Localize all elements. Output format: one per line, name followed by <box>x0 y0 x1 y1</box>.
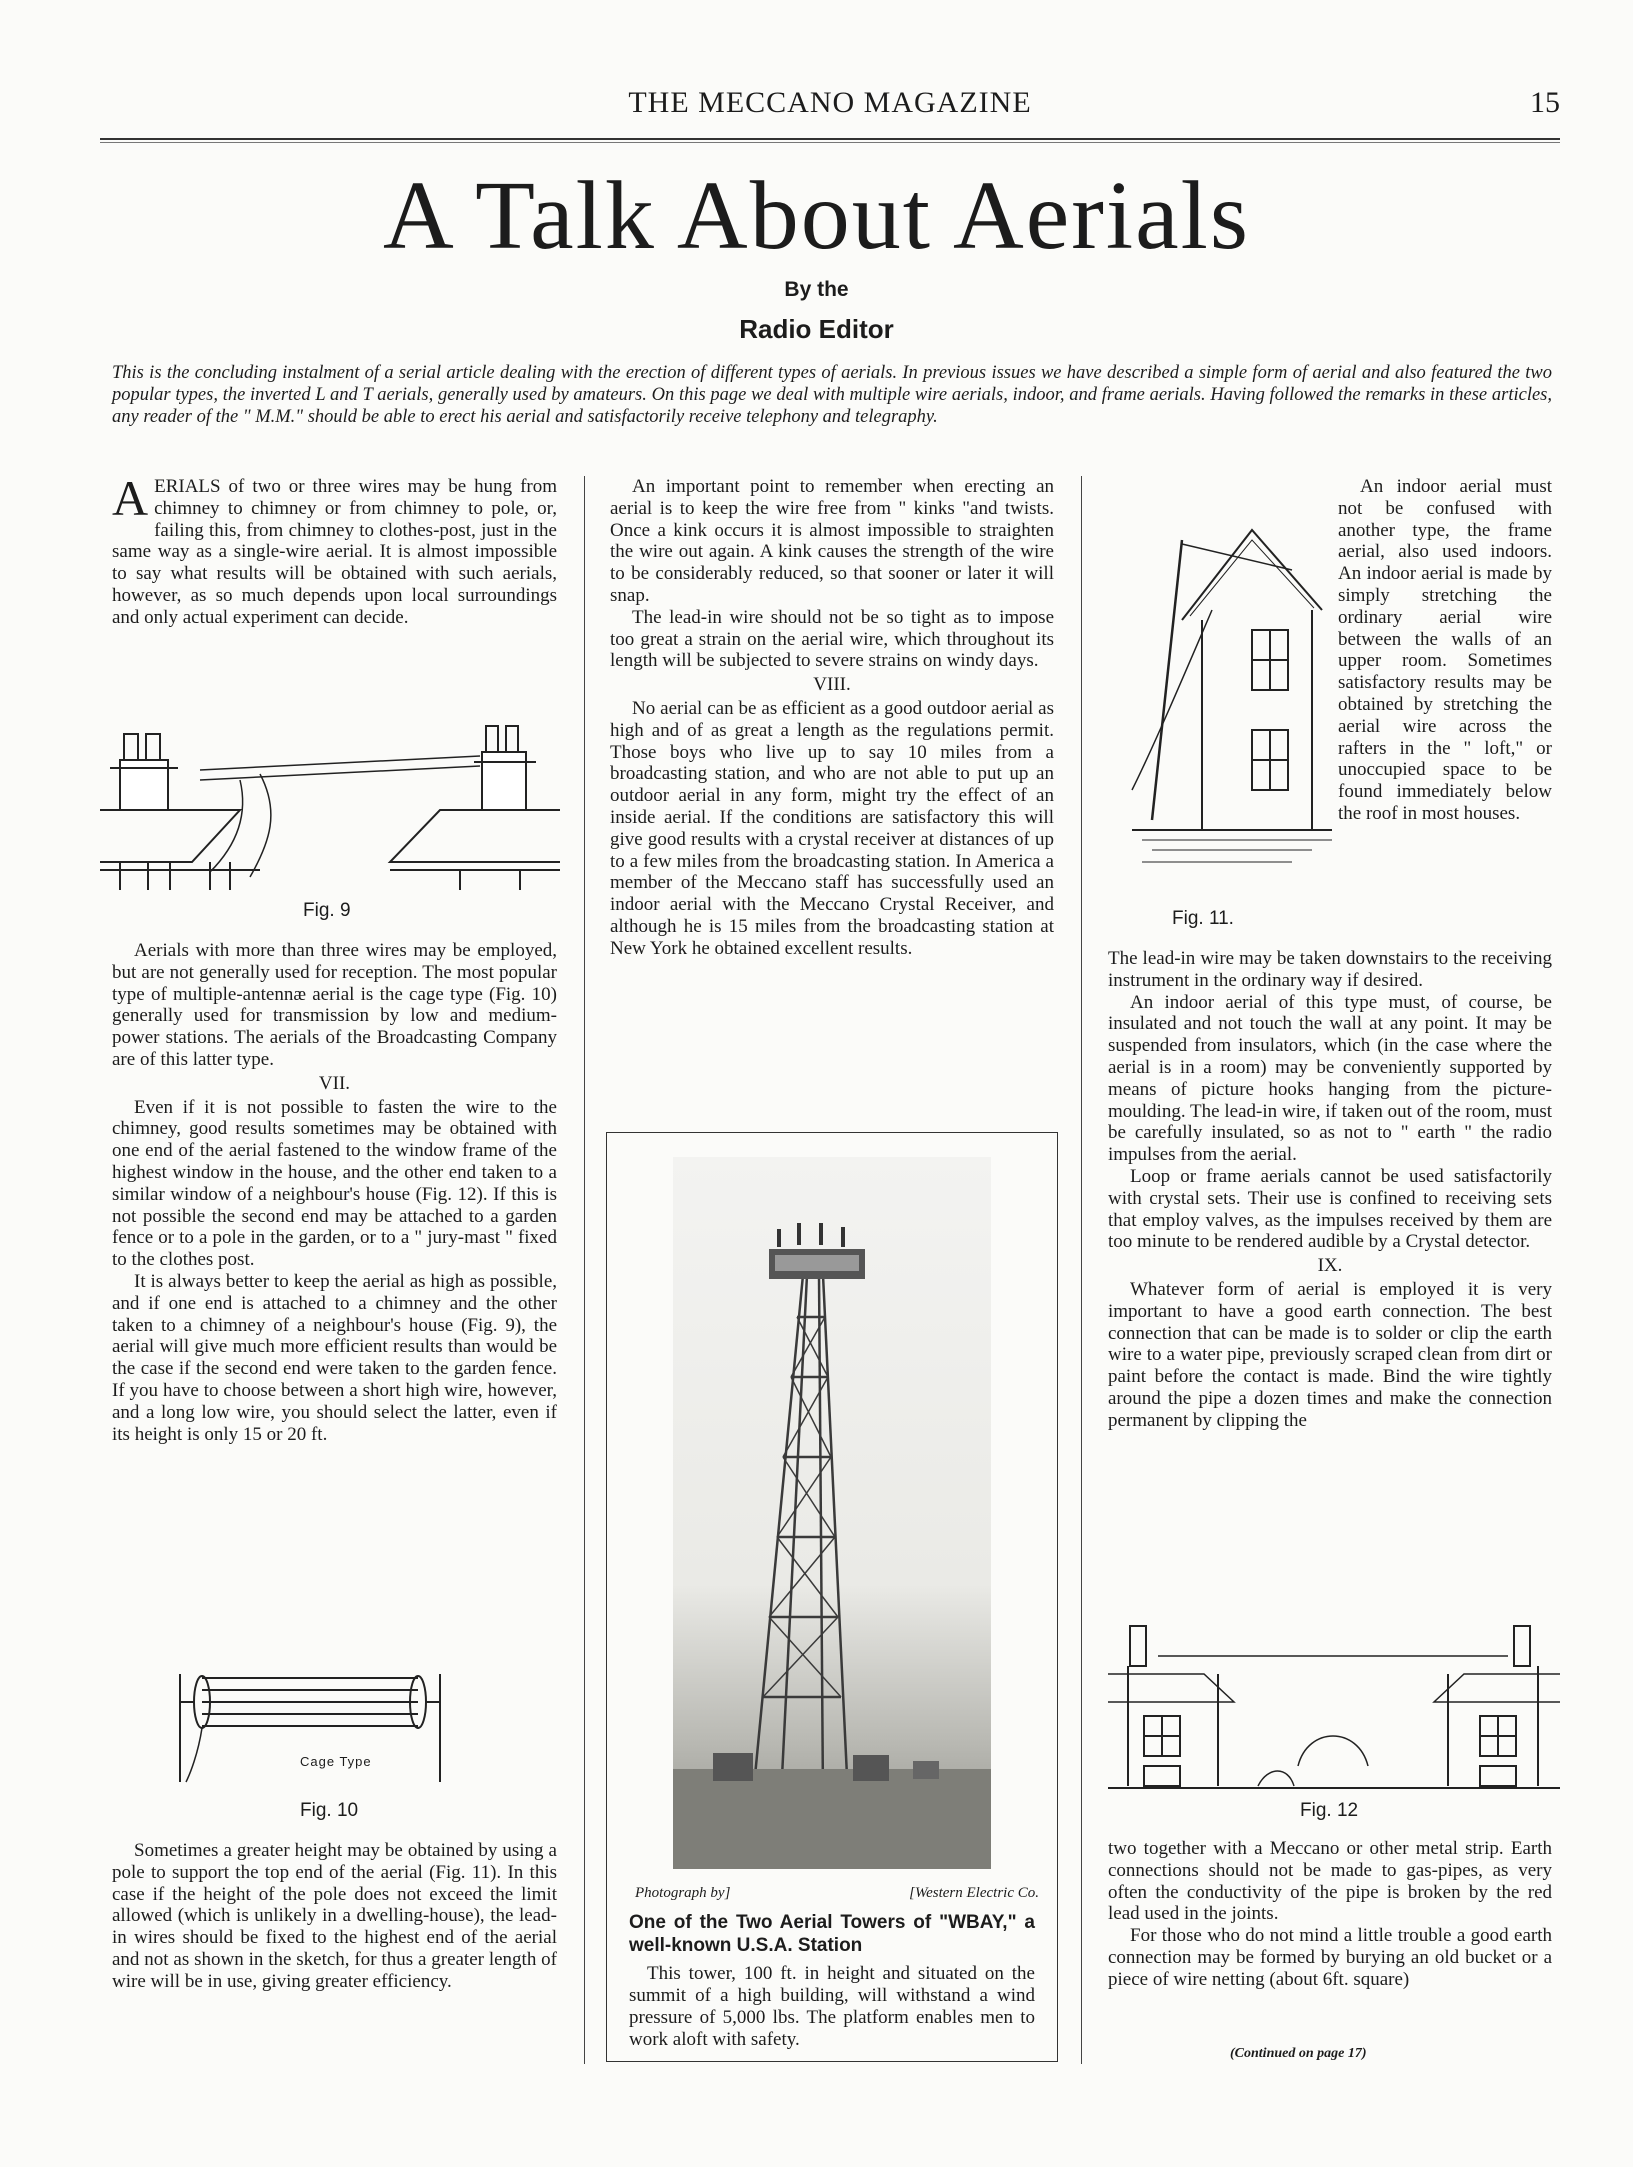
photo-credit-left: Photograph by] <box>635 1885 731 1901</box>
article-title: A Talk About Aerials <box>382 162 1251 270</box>
paragraph: It is always better to keep the aerial as high as possible, and if one end is attached to a chimney and the other taken to a chimney of a neighbour's house (Fig. 9), the aerial will give much more efficient results than would be the case if the second end were taken to the garden fence. If you have to choose between a short high wire, however, and a long low wire, you should select the latter, even if its height is only 15 or 20 ft. <box>112 1270 557 1445</box>
fig10-caption: Fig. 10 <box>300 1800 359 1821</box>
drop-cap: A <box>112 470 149 526</box>
cage-type-label: Cage Type <box>300 1754 372 1769</box>
magazine-name: THE MECCANO MAGAZINE <box>628 86 1032 119</box>
column-1-middle <box>112 940 557 1445</box>
header-rule <box>100 138 1560 140</box>
figure-9-illustration <box>100 712 560 904</box>
paragraph: The lead-in wire should not be so tight as to impose too great a strain on the aerial wire, which throughout its length will be subjected to severe strains on windy days. <box>610 606 1054 672</box>
figure-12-illustration <box>1108 1616 1560 1792</box>
paragraph: two together with a Meccano or other metal strip. Earth connections should not be made to gas-pipes, as very often the conductivity of the pipe is broken by the red lead used in the joints. <box>1108 1838 1552 1925</box>
header-rule-thin <box>100 142 1560 143</box>
fig9-caption: Fig. 9 <box>303 900 351 921</box>
fig12-caption: Fig. 12 <box>1300 1800 1359 1821</box>
photo-caption-title: One of the Two Aerial Towers of "WBAY," a well-known U.S.A. Station <box>629 1912 1035 1956</box>
paragraph: No aerial can be as efficient as a good outdoor aerial as high and of as great a length as the regulations permit. Those boys who live up to say 10 miles from a broadcasting station, and who are not able to put up an outdoor aerial in any form, might try the effect of an inside aerial. If the conditions are satisfactory this will give good results with a crystal receiver at distances of up to a few miles from the broadcasting station. In America a member of the Meccano staff has successfully used an indoor aerial with the Meccano Crystal Receiver, and although he is 15 miles from the broadcasting station at New York he obtained excellent results. <box>610 697 1054 959</box>
column-3-bottom <box>1108 1838 1552 1991</box>
radio-tower-image <box>673 1157 991 1869</box>
paragraph: Loop or frame aerials cannot be used satisfactorily with crystal sets. Their use is confined to receiving sets that employ valves, as the impulses received by them are too minute to be rendered audible by a Crystal detector. <box>1108 1165 1552 1253</box>
column-3-top <box>1108 476 1552 825</box>
column-2-text <box>610 476 1054 960</box>
paragraph: Even if it is not possible to fasten the wire to the chimney, good results sometimes may be obtained with one end of the aerial fastened to the window frame of the highest window in the house, and the other end taken to a similar window of a neighbour's house (Fig. 12). If this is not possible the second end may be attached to a garden fence or to a pole in the garden, or to a " jury-mast " fixed to the clothes post. <box>112 1096 557 1271</box>
byline: By the <box>784 278 849 301</box>
paragraph: An indoor aerial of this type must, of course, be insulated and not touch the wall at any point. It may be suspended from insulators, which (in the case where the aerial is in a room) may be conveniently supported by means of picture hooks hanging from the picture-moulding. The lead-in wire, if taken out of the room, must be carefully insulated, so as not to " earth " the radio impulses from the aerial. <box>1108 991 1552 1166</box>
paragraph: An important point to remember when erecting an aerial is to keep the wire free from " kinks "and twists. Once a kink occurs it is almost impossible to straighten the wire out again. A kink causes the strength of the wire to be considerably reduced, so that sooner or later it will snap. <box>610 476 1054 606</box>
page-number: 15 <box>1530 86 1560 119</box>
photo-box <box>606 1132 1058 2062</box>
paragraph: AERIALS of two or three wires may be hung from chimney to chimney or from chimney to pole, or, failing this, from chimney to clothes-post, just in the same way as a single-wire aerial. It is almost impossible to say what results will be obtained with such aerials, however, as so much depends upon local surroundings and only actual experiment can decide. <box>112 470 557 628</box>
column-1-top <box>112 470 557 676</box>
paragraph: Sometimes a greater height may be obtained by using a pole to support the top end of the aerial (Fig. 11). In this case if the height of the pole does not exceed the limit allowed (which is unlikely in a dwelling-house), the lead-in wires should be fixed to the highest end of the aerial and not as shown in the sketch, for thus a greater length of wire will be in use, giving greater efficiency. <box>112 1840 557 1992</box>
section-heading-ix: IX. <box>1317 1255 1343 1277</box>
section-heading-viii: VIII. <box>813 674 851 696</box>
photo-credit-right: [Western Electric Co. <box>909 1885 1039 1901</box>
fig11-caption: Fig. 11. <box>1172 908 1234 929</box>
column-rule-2 <box>1081 476 1082 2064</box>
paragraph: Aerials with more than three wires may be employed, but are not generally used for reception. The most popular type of multiple-antennæ aerial is the cage type (Fig. 10) generally used for transmission by low and medium-power stations. The aerials of the Broadcasting Company are of this latter type. <box>112 940 557 1070</box>
section-heading-vii: VII. <box>318 1072 351 1094</box>
intro-paragraph: This is the concluding instalment of a serial article dealing with the erection of different types of aerials. In previous issues we have described a simple form of aerial and also featured the two popular types, the inverted L and T aerials, generally used by amateurs. On this page we deal with multiple wire aerials, indoor, and frame aerials. Having followed the remarks in these articles, any reader of the " M.M." should be able to erect his aerial and satisfactorily receive telephony and telegraphy. <box>112 363 1552 427</box>
paragraph: Whatever form of aerial is employed it is very important to have a good earth connection. The best connection that can be made is to solder or clip the earth wire to a water pipe, previously scraped clean from dirt or paint before the contact is made. Bind the wire tightly around the pipe a dozen times and make the connection permanent by clipping the <box>1108 1278 1552 1431</box>
column-rule-1 <box>584 476 585 2064</box>
continued-note: (Continued on page 17) <box>1230 2046 1367 2061</box>
running-header <box>100 86 1560 130</box>
photo-caption-text: This tower, 100 ft. in height and situated on the summit of a high building, will withstand a wind pressure of 5,000 lbs. The platform enables men to work aloft with safety. <box>629 1963 1035 2050</box>
column-3-middle <box>1108 948 1552 1432</box>
author: Radio Editor <box>739 314 894 344</box>
paragraph: For those who do not mind a little trouble a good earth connection may be formed by burying an old bucket or a piece of wire netting (about 6ft. square) <box>1108 1925 1552 1990</box>
tower-photograph <box>673 1157 991 1869</box>
column-1-bottom <box>112 1840 557 1993</box>
paragraph: The lead-in wire may be taken downstairs to the receiving instrument in the ordinary way if desired. <box>1108 948 1552 991</box>
paragraph: An indoor aerial must not be confused with another type, the frame aerial, also used indoors. An indoor aerial is made by simply stretching the ordinary aerial wire between the walls of an upper room. Sometimes satisfactory results may be obtained by stretching the aerial wire across the rafters in the " loft," or unoccupied space to be found immediately below the roof in most houses. <box>1338 476 1552 824</box>
